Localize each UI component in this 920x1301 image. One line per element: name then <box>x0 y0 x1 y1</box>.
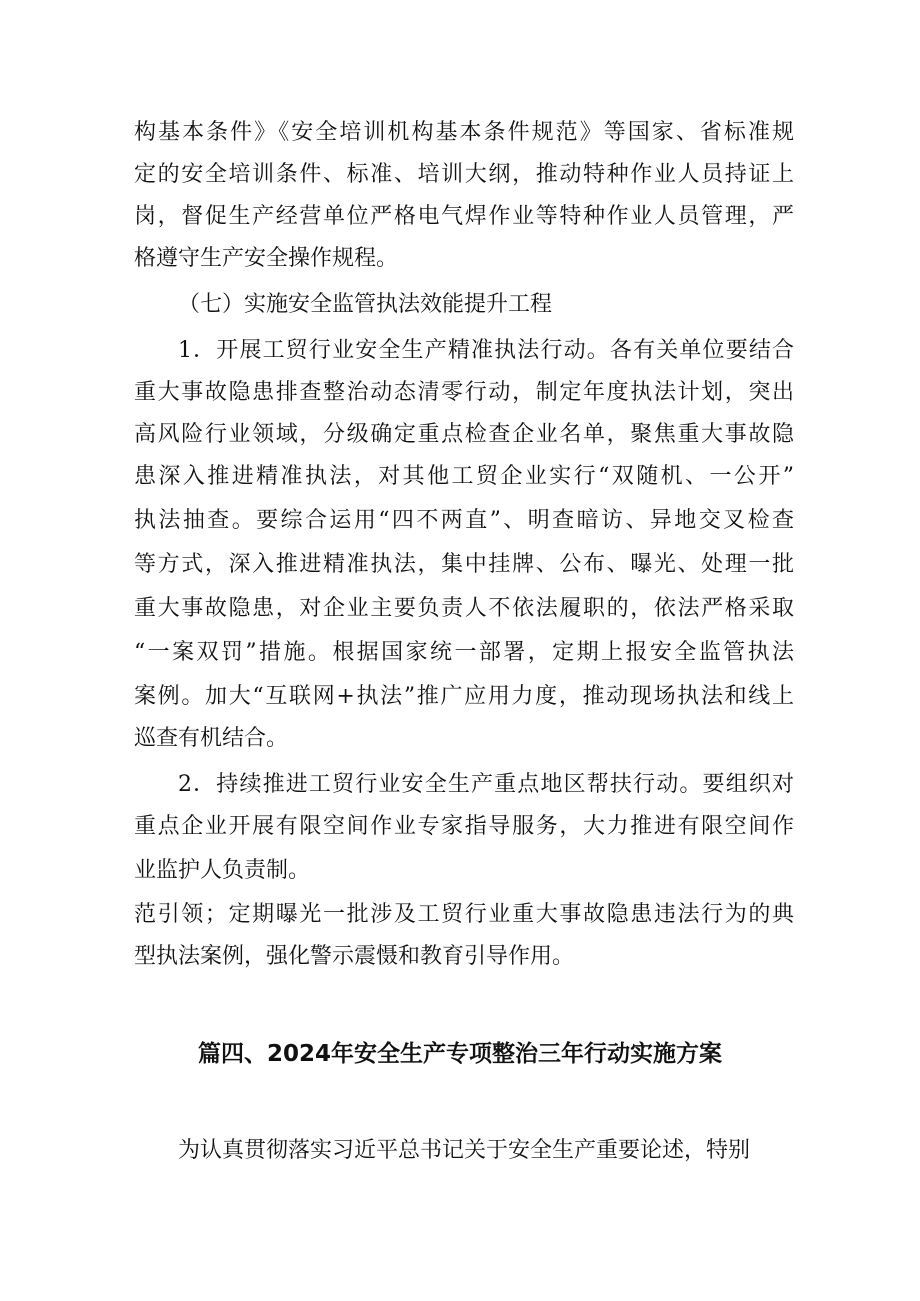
item1-line-6: 等方式，深入推进精准执法，集中挂牌、公布、曝光、处理一批 <box>134 552 794 577</box>
item1-line-3: 高风险行业领域，分级确定重点检查企业名单，聚焦重大事故隐 <box>134 422 794 447</box>
item2-line-1: 2．持续推进工贸行业安全生产重点地区帮扶行动。要组织对 <box>178 772 794 797</box>
item1-line-5: 执法抽查。要综合运用“四不两直”、明查暗访、异地交叉检查 <box>134 508 794 533</box>
item1-line-8: “一案双罚”措施。根据国家统一部署，定期上报安全监管执法 <box>134 640 794 665</box>
item2-line-3: 业监护人负责制。 <box>134 858 311 883</box>
item1-line-1: 1．开展工贸行业安全生产精准执法行动。各有关单位要结合 <box>178 338 794 363</box>
paragraph-training-line-4: 格遵守生产安全操作规程。 <box>134 246 399 271</box>
fragment-line-2: 型执法案例，强化警示震慑和教育引导作用。 <box>134 944 575 969</box>
item1-line-2: 重大事故隐患排查整治动态清零行动，制定年度执法计划，突出 <box>134 380 794 405</box>
paragraph-training-line-1: 构基本条件》《安全培训机构基本条件规范》等国家、省标准规 <box>134 120 794 145</box>
paragraph-training-line-3: 岗，督促生产经营单位严格电气焊作业等特种作业人员管理，严 <box>134 204 794 229</box>
chapter-intro: 为认真贯彻落实习近平总书记关于安全生产重要论述，特别 <box>178 1138 751 1163</box>
item1-line-7: 重大事故隐患，对企业主要负责人不依法履职的，依法严格采取 <box>134 596 794 621</box>
item2-line-2: 重点企业开展有限空间作业专家指导服务，大力推进有限空间作 <box>134 814 794 839</box>
fragment-line-1: 范引领；定期曝光一批涉及工贸行业重大事故隐患违法行为的典 <box>134 902 794 927</box>
chapter-title: 篇四、2024年安全生产专项整治三年行动实施方案 <box>197 1041 722 1067</box>
section-heading: （七）实施安全监管执法效能提升工程 <box>178 292 553 317</box>
item1-line-4: 患深入推进精准执法，对其他工贸企业实行“双随机、一公开” <box>134 464 794 489</box>
item1-line-9: 案例。加大“互联网+执法”推广应用力度，推动现场执法和线上 <box>134 684 794 709</box>
paragraph-training-line-2: 定的安全培训条件、标准、培训大纲，推动特种作业人员持证上 <box>134 162 794 187</box>
item1-line-10: 巡查有机结合。 <box>134 726 289 751</box>
